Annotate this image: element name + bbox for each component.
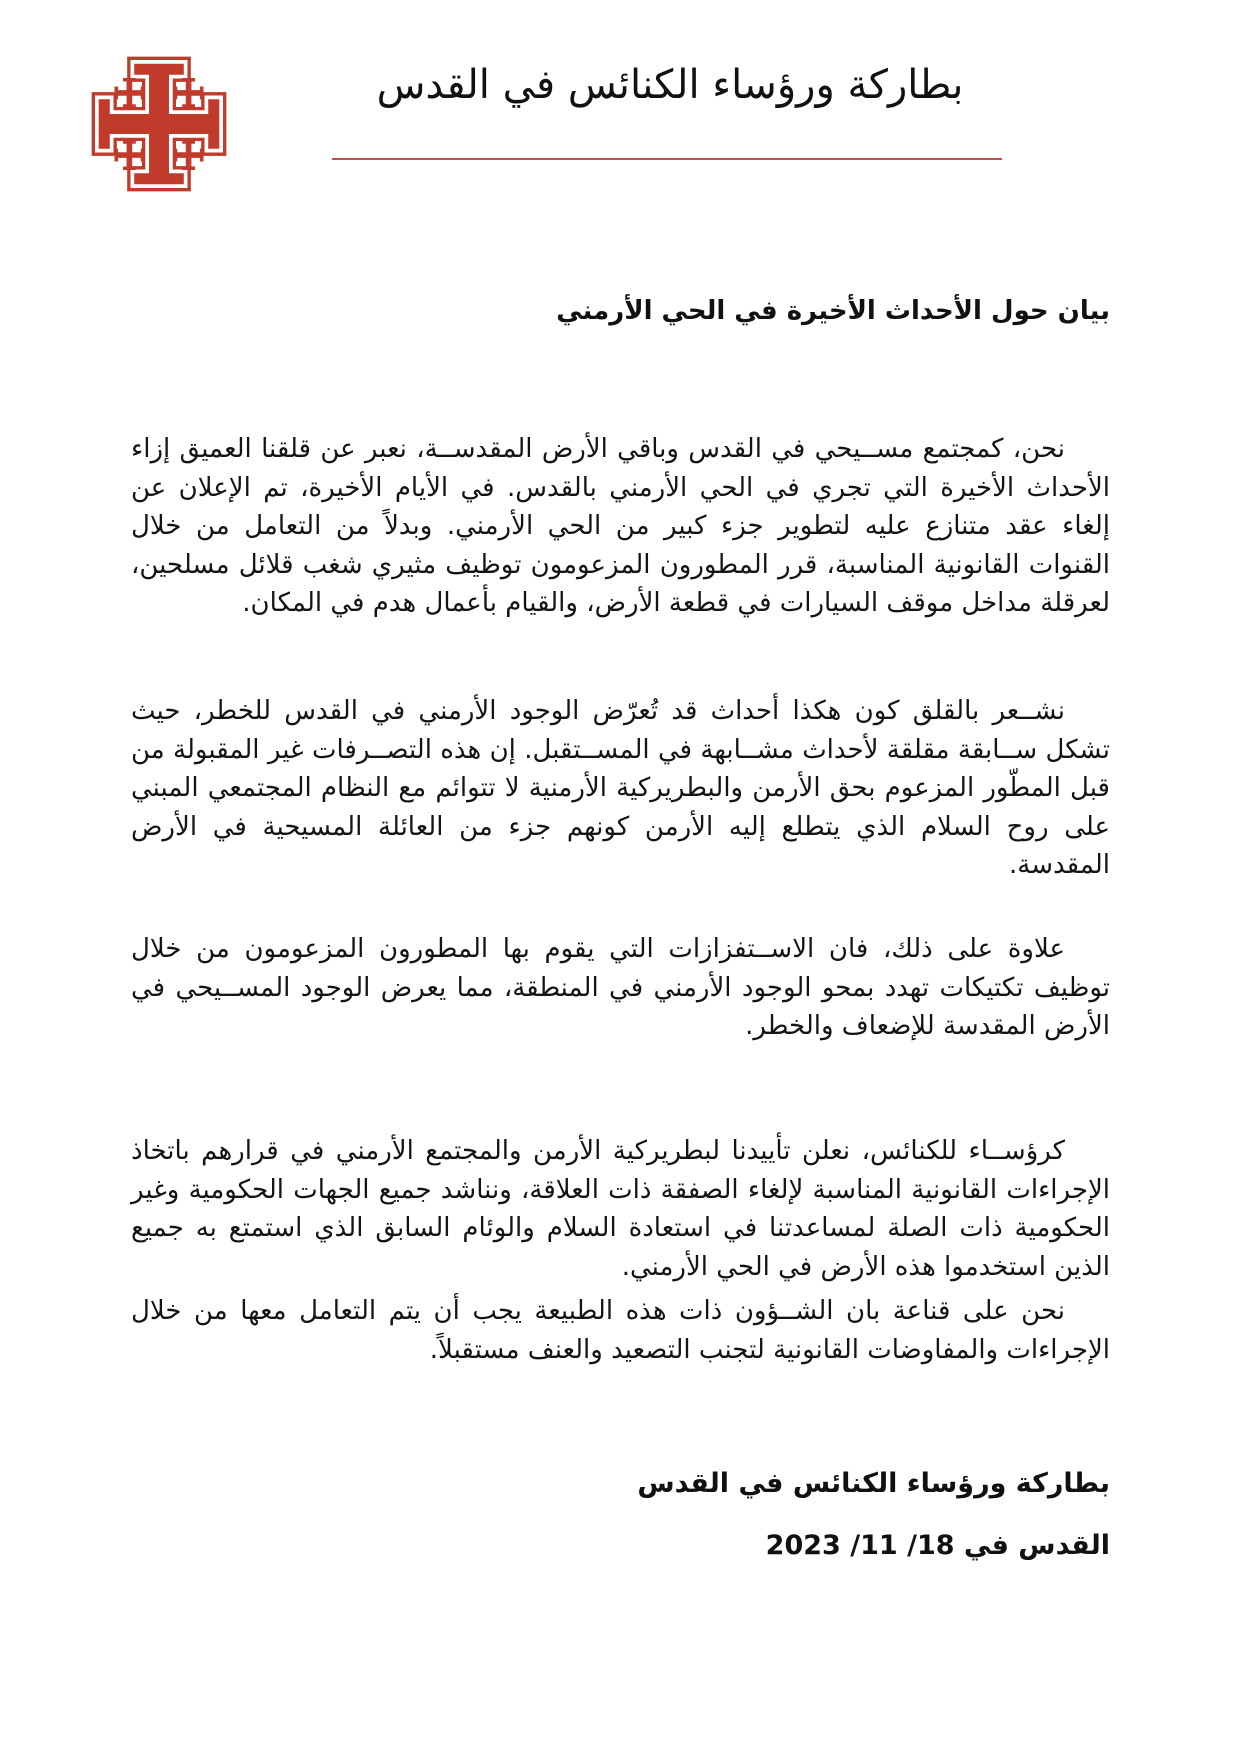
signature-line: بطاركة ورؤساء الكنائس في القدس	[637, 1468, 1110, 1499]
statement-paragraph: كرؤســاء للكنائس، نعلن تأييدنا لبطريركية الأرمن والمجتمع الأرمني في قرارهم باتخاذ الإجراءات القانونية المناسبة لإلغاء الصفقة ذات العلاقة، ونناشد جميع الجهات الحكومية وغير الحكومية ذات الصلة لمساعدتنا في استعادة السلام والوئام السابق الذي استمتع به جميع الذين استخدموا هذه الأرض في الحي الأرمني.	[131, 1136, 1110, 1282]
statement-heading: بيان حول الأحداث الأخيرة في الحي الأرمني	[556, 296, 1110, 326]
statement-paragraph: علاوة على ذلك، فان الاســتفزازات التي يقوم بها المطورون المزعومون من خلال توظيف تكتيكات تهدد بمحو الوجود الأرمني في المنطقة، مما يعرض الوجود المســيحي في الأرض المقدسة للإضعاف والخطر.	[131, 934, 1110, 1041]
date-line: القدس في 18/ 11/ 2023	[765, 1530, 1110, 1561]
title-divider-line	[332, 158, 1002, 160]
statement-paragraph: نحن على قناعة بان الشــؤون ذات هذه الطبيعة يجب أن يتم التعامل معها من خلال الإجراءات والمفاوضات القانونية لتجنب التصعيد والعنف مستقبلاً.	[131, 1296, 1110, 1365]
statement-paragraph: نحن، كمجتمع مســيحي في القدس وباقي الأرض المقدســة، نعبر عن قلقنا العميق إزاء الأحداث الأخيرة التي تجري في الحي الأرمني بالقدس. في الأيام الأخيرة، تم الإعلان عن إلغاء عقد متنازع عليه لتطوير جزء كبير من الحي الأرمني. وبدلاً من التعامل من خلال القنوات القانونية المناسبة، قرر المطورون المزعومون توظيف مثيري شغب قلائل مسلحين، لعرقلة مداخل موقف السيارات في قطعة الأرض، والقيام بأعمال هدم في المكان.	[131, 434, 1110, 618]
page-title: بطاركة ورؤساء الكنائس في القدس	[376, 62, 964, 108]
statement-paragraph: نشــعر بالقلق كون هكذا أحداث قد تُعرّض الوجود الأرمني في القدس للخطر، حيث تشكل ســابقة مقلقة لأحداث مشــابهة في المســتقبل. إن هذه التصــرفات غير المقبولة من قبل المطّور المزعوم بحق الأرمن والبطريركية الأرمنية لا تتوائم مع النظام المجتمعي المبني على روح السلام الذي يتطلع إليه الأرمن كونهم جزء من العائلة المسيحية في الأرض المقدسة.	[131, 696, 1110, 880]
jerusalem-cross-icon	[85, 45, 233, 203]
